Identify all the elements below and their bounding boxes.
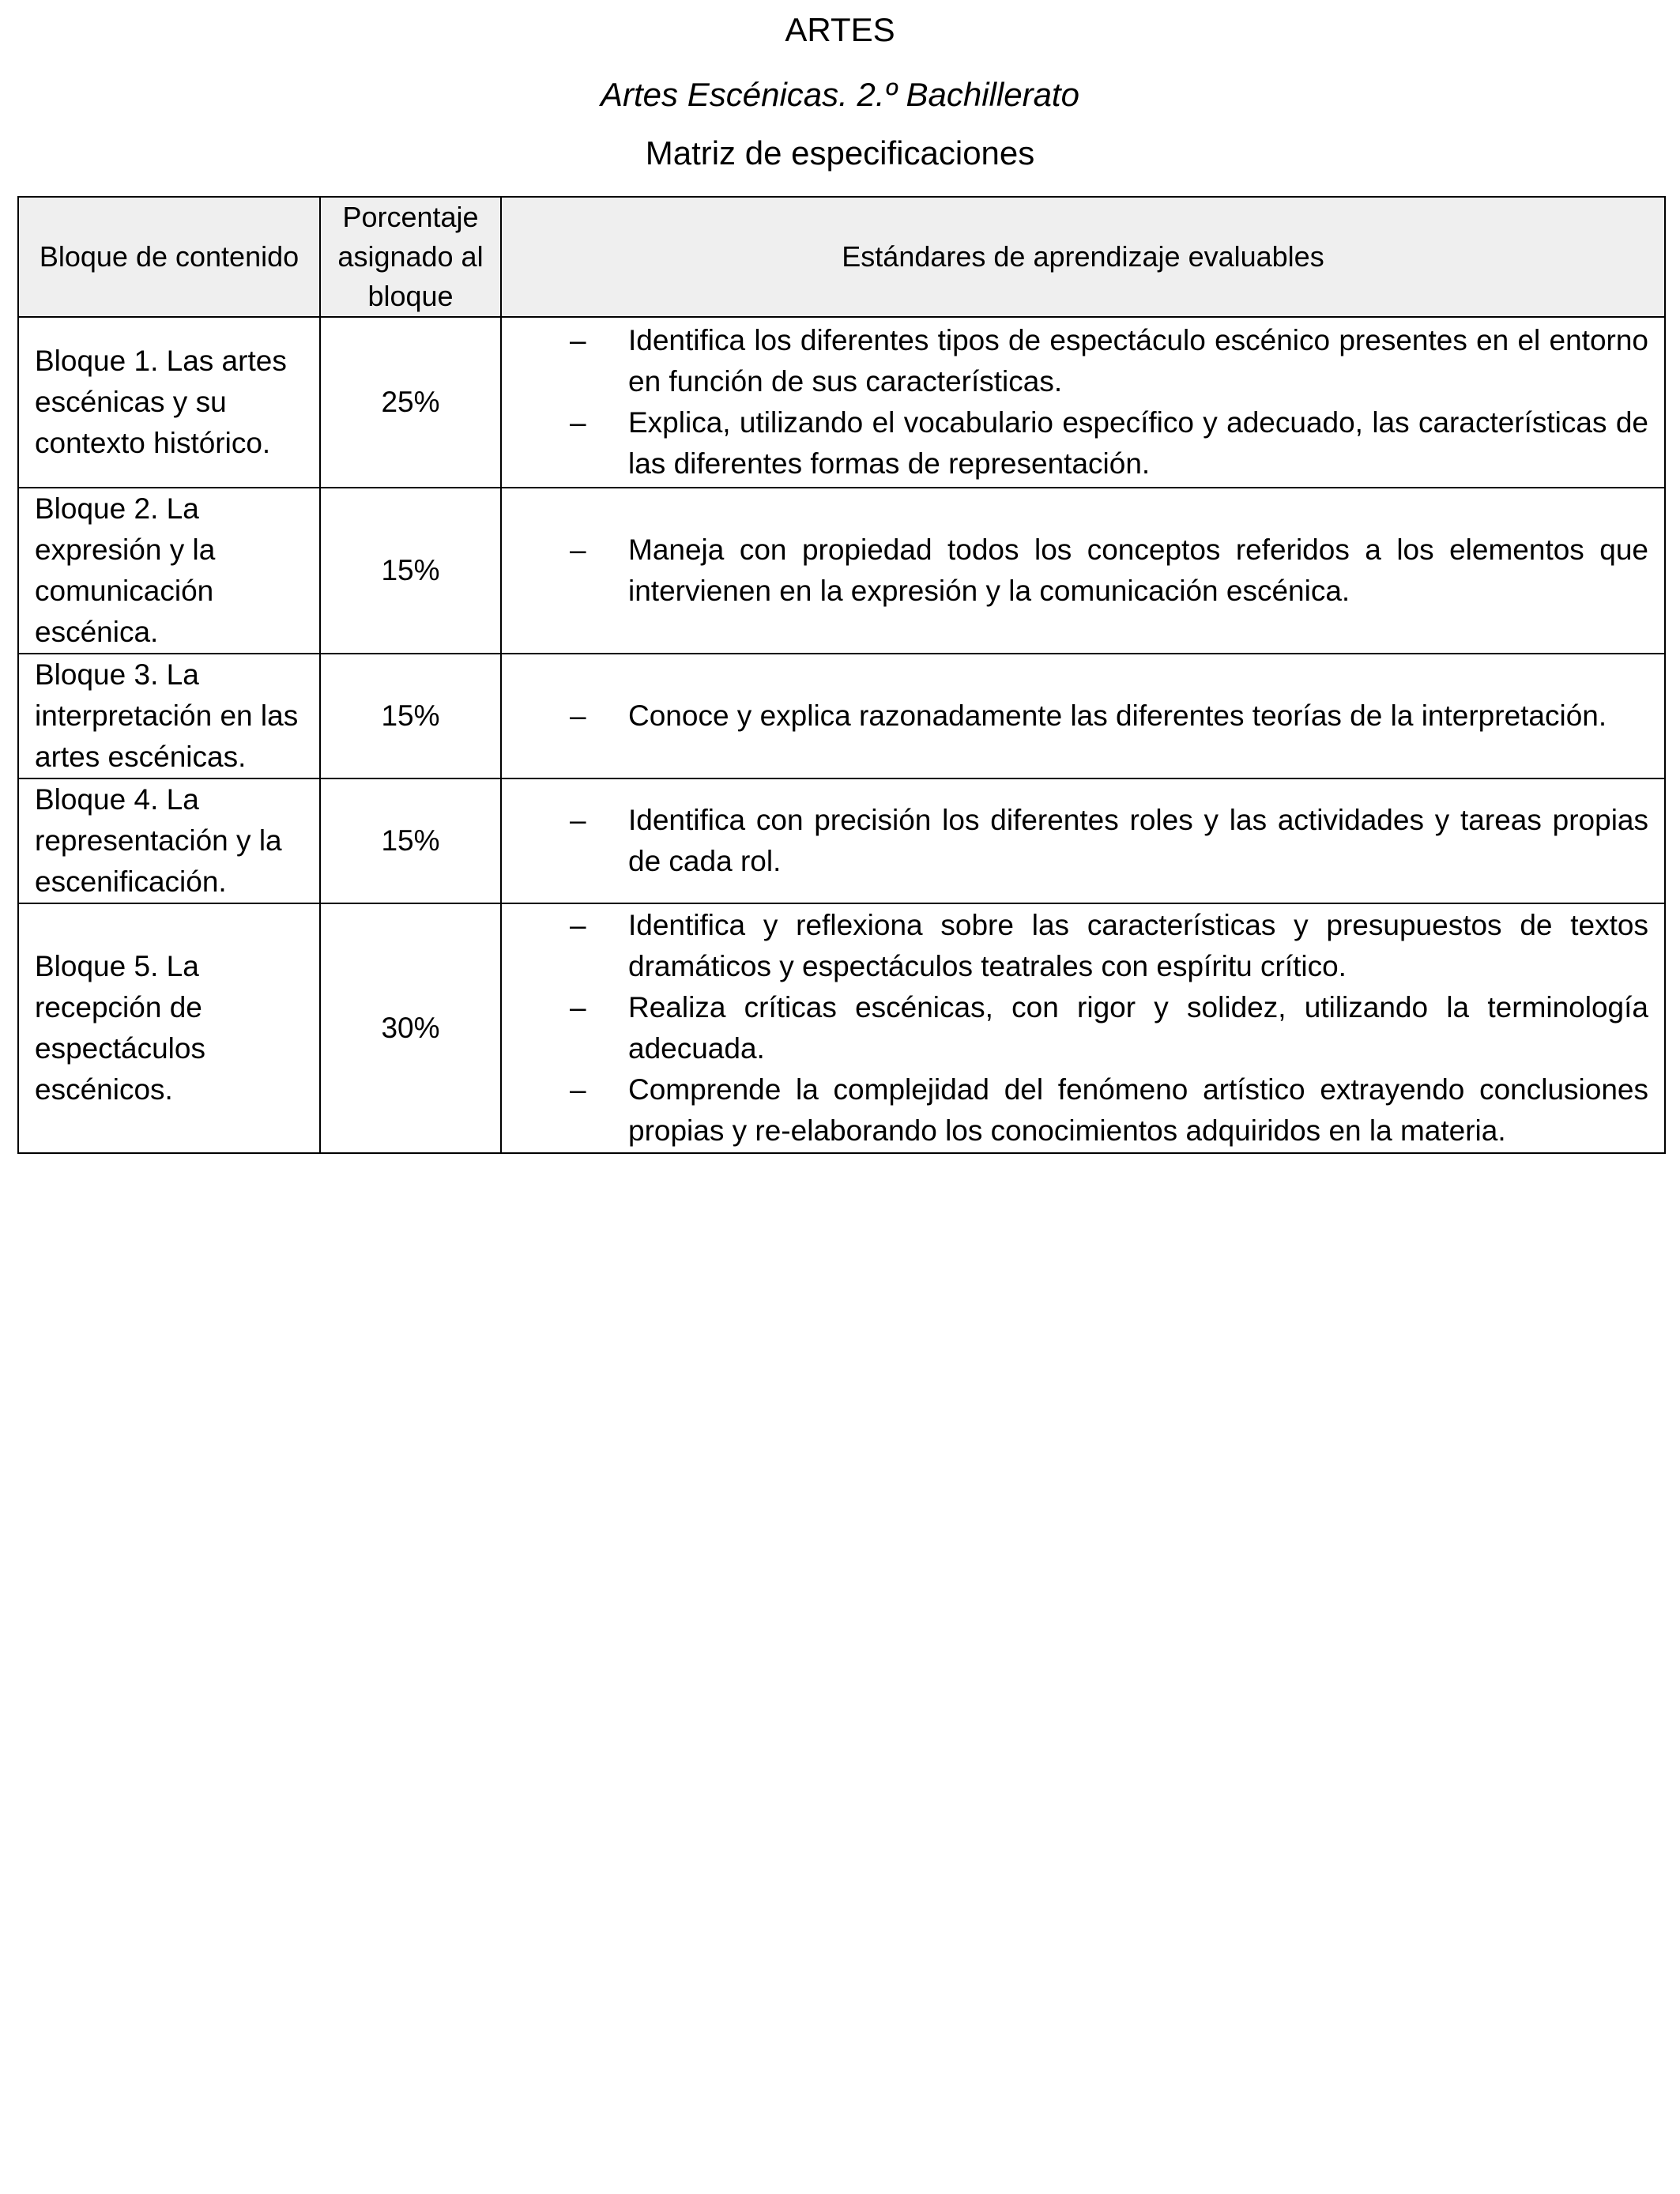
standard-text: Maneja con propiedad todos los conceptos referidos a los elementos que intervienen en la expresión y la comunicación escénica. bbox=[628, 533, 1648, 607]
block-name-cell: Bloque 5. La recepción de espectáculos escénicos. bbox=[18, 903, 320, 1153]
block-percent-cell: 25% bbox=[320, 317, 501, 488]
standard-text: Identifica con precisión los diferentes roles y las actividades y tareas propias de cada rol. bbox=[628, 804, 1648, 877]
dash-bullet: – bbox=[570, 324, 586, 356]
standard-item bbox=[502, 905, 1648, 987]
dash-bullet: – bbox=[570, 909, 586, 941]
block-name-cell: Bloque 1. Las artes escénicas y su contexto histórico. bbox=[18, 317, 320, 488]
standard-item bbox=[502, 320, 1648, 402]
table-row bbox=[18, 778, 1665, 903]
dash-bullet: – bbox=[570, 406, 586, 439]
block-percent-cell: 30% bbox=[320, 903, 501, 1153]
dash-bullet: – bbox=[570, 533, 586, 566]
table-row bbox=[18, 488, 1665, 654]
standard-item bbox=[502, 800, 1648, 882]
standard-text: Explica, utilizando el vocabulario específico y adecuado, las características de las diferentes formas de representación. bbox=[628, 406, 1648, 480]
table-row bbox=[18, 903, 1665, 1153]
column-header-standards: Estándares de aprendizaje evaluables bbox=[501, 197, 1665, 317]
table-row bbox=[18, 317, 1665, 488]
standards-list bbox=[502, 320, 1648, 484]
standard-text: Comprende la complejidad del fenómeno artístico extrayendo conclusiones propias y re-elaborando los conocimientos adquiridos en la materia. bbox=[628, 1073, 1648, 1147]
column-header-block: Bloque de contenido bbox=[18, 197, 320, 317]
dash-bullet: – bbox=[570, 804, 586, 836]
block-name-cell: Bloque 3. La interpretación en las artes escénicas. bbox=[18, 654, 320, 778]
standards-list bbox=[502, 905, 1648, 1152]
dash-bullet: – bbox=[570, 991, 586, 1023]
standard-text: Identifica los diferentes tipos de espectáculo escénico presentes en el entorno en función de sus características. bbox=[628, 324, 1648, 398]
standards-list bbox=[502, 530, 1648, 612]
matrix-title: Matriz de especificaciones bbox=[645, 134, 1035, 172]
table-header-row bbox=[18, 197, 1665, 317]
standard-item bbox=[502, 1069, 1648, 1152]
column-header-percent: Porcentaje asignado al bloque bbox=[320, 197, 501, 317]
block-percent-cell: 15% bbox=[320, 488, 501, 654]
standard-item bbox=[502, 987, 1648, 1069]
standards-cell bbox=[501, 488, 1665, 654]
standard-item bbox=[502, 402, 1648, 484]
block-name-cell: Bloque 2. La expresión y la comunicación escénica. bbox=[18, 488, 320, 654]
block-percent-cell: 15% bbox=[320, 654, 501, 778]
table-row bbox=[18, 654, 1665, 778]
standard-text: Conoce y explica razonadamente las diferentes teorías de la interpretación. bbox=[628, 699, 1607, 732]
course-title: Artes Escénicas. 2.º Bachillerato bbox=[601, 76, 1079, 113]
dash-bullet: – bbox=[570, 699, 586, 732]
standards-list bbox=[502, 800, 1648, 882]
standards-cell bbox=[501, 903, 1665, 1153]
standards-cell bbox=[501, 778, 1665, 903]
standard-item bbox=[502, 530, 1648, 612]
standards-list bbox=[502, 696, 1648, 737]
standard-text: Realiza críticas escénicas, con rigor y solidez, utilizando la terminología adecuada. bbox=[628, 991, 1648, 1065]
standards-cell bbox=[501, 317, 1665, 488]
specifications-table bbox=[17, 196, 1666, 1154]
subject-title: ARTES bbox=[785, 11, 895, 48]
dash-bullet: – bbox=[570, 1073, 586, 1106]
block-name-cell: Bloque 4. La representación y la escenificación. bbox=[18, 778, 320, 903]
standards-cell bbox=[501, 654, 1665, 778]
block-percent-cell: 15% bbox=[320, 778, 501, 903]
standard-item bbox=[502, 696, 1648, 737]
standard-text: Identifica y reflexiona sobre las características y presupuestos de textos dramáticos y espectáculos teatrales con espíritu crítico. bbox=[628, 909, 1648, 982]
